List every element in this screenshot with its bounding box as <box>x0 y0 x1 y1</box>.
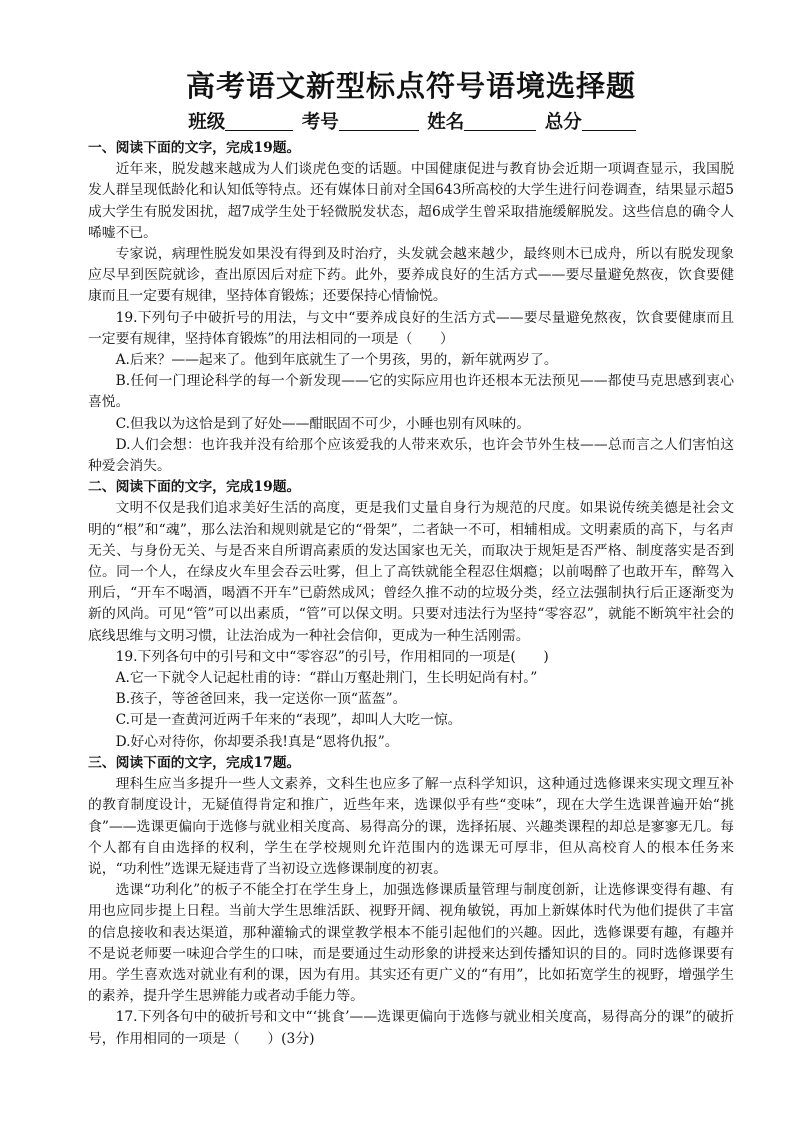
answer-option: A.后来？——起来了。他到年底就生了一个男孩，男的，新年就两岁了。 <box>115 352 558 369</box>
name-label: 姓名 <box>427 112 465 133</box>
question-stem: 19.下列句子中破折号的用法，与文中“要养成良好的生活方式——要尽量避免熬夜，饮食要健康而且一定要有规律，坚持体育锻炼”的用法相同的一项是（ ） <box>88 309 734 347</box>
name-blank[interactable] <box>464 110 536 131</box>
passage-paragraph: 近年来，脱发越来越成为人们谈虎色变的话题。中国健康促进与教育协会近期一项调查显示，我国脱发人群呈现低龄化和认知低等特点。还有媒体日前对全国643所高校的大学生进行问卷调查，结果显示超5成大学生有脱发困扰，超7成学生处于轻微脱发状态，超6成学生曾采取措施缓解脱发。这些信息的确令人唏嘘不已。 <box>88 161 734 241</box>
document-page <box>88 64 734 1050</box>
total-score-label: 总分 <box>544 112 582 133</box>
passage-paragraph: 理科生应当多提升一些人文素养，文科生也应多了解一点科学知识，这种通过选修课来实现文理互补的教育制度设计，无疑值得肯定和推广，近些年来，选课似乎有些“变味”，现在大学生选课普遍开始“挑食”——选课更偏向于选修与就业相关度高、易得高分的课，选择拓展、兴趣类课程的却总是寥寥无几。每个人都有自由选择的权利，学生在学校规则允许范围内的选课无可厚非，但从高校育人的根本任务来说，“功利性”选课无疑违背了当初设立选修课制度的初衷。 <box>88 776 734 877</box>
answer-option: C.可是一查黄河近两千年来的“表现”，却叫人大吃一惊。 <box>115 712 462 729</box>
total-score-blank[interactable] <box>582 110 636 131</box>
answer-option: D.好心对待你，你却要杀我!真是“恩将仇报”。 <box>115 733 399 750</box>
section-3 <box>88 753 734 1050</box>
page-title: 高考语文新型标点符号语境选择题 <box>185 69 636 103</box>
section-heading: 二、阅读下面的文字，完成19题。 <box>88 479 301 496</box>
passage-paragraph: 文明不仅是我们追求美好生活的高度，更是我们丈量自身行为规范的尺度。如果说传统美德是社会文明的“根”和“魂”，那么法治和规则就是它的“骨架”，二者缺一不可，相辅相成。文明素质的高下，与名声无关、与身份无关、与是否来自所谓高素质的发达国家也无关，而取决于规矩是否严格、制度落实是否到位。同一个人，在绿皮火车里会吞云吐雾，但上了高铁就能全程忍住烟瘾；以前喝醉了也敢开车，醉驾入刑后，“开车不喝酒，喝酒不开车”已蔚然成风；曾经久推不动的垃圾分类，经立法强制执行后正逐渐变为新的风尚。可见“管”可以出素质，“管”可以保文明。只要对违法行为坚持“零容忍”，就能不断筑牢社会的底线思维与文明习惯，让法治成为一种社会信仰，更成为一种生活刚需。 <box>88 500 734 644</box>
answer-option: B.任何一门理论科学的每一个新发现——它的实际应用也许还根本无法预见——都使马克思感到衷心喜悦。 <box>88 373 734 411</box>
section-heading: 一、阅读下面的文字，完成19题。 <box>88 140 301 156</box>
class-blank[interactable] <box>225 110 293 131</box>
section-1 <box>88 138 734 477</box>
question-stem: 17.下列各句中的破折号和文中“‘挑食’——选课更偏向于选修与就业相关度高，易得高分的课”的破折号，作用相同的一项是（ ）(3分) <box>88 1009 734 1047</box>
answer-option: B.孩子，等爸爸回来，我一定送你一顶“蓝盔”。 <box>115 691 407 708</box>
answer-option: A.它一下就令人记起杜甫的诗：“群山万壑赴荆门，生长明妃尚有村。” <box>115 670 538 687</box>
passage-paragraph: 选课“功利化”的板子不能全打在学生身上，加强选修课质量管理与制度创新，让选修课变得有趣、有用也应同步提上日程。当前大学生思维活跃、视野开阔、视角敏锐，再加上新媒体时代为他们提供了丰富的信息接收和表达渠道，那种灌输式的课堂教学根本不能引起他们的兴趣。因此，选修课要有趣，有趣并不是说老师要一味迎合学生的口味，而是要通过生动形象的讲授来达到传播知识的目的。同时选修课要有用。学生喜欢选对就业有利的课，因为有用。其实还有更广义的“有用”，比如拓宽学生的视野，增强学生的素养，提升学生思辨能力或者动手能力等。 <box>88 882 734 1005</box>
exam-number-blank[interactable] <box>339 110 419 131</box>
section-2 <box>88 477 734 753</box>
exam-number-label: 考号 <box>301 112 339 133</box>
answer-option: C.但我以为这恰是到了好处——酣眠固不可少，小睡也别有风味的。 <box>115 415 531 432</box>
section-heading: 三、阅读下面的文字，完成17题。 <box>88 754 301 771</box>
answer-option: D.人们会想：也许我并没有给那个应该爱我的人带来欢乐，也许会节外生枝——总而言之人们害怕这种爱会消失。 <box>88 436 734 475</box>
passage-paragraph: 专家说，病理性脱发如果没有得到及时治疗，头发就会越来越少，最终则木已成舟，所以有脱发现象应尽早到医院就诊，查出原因后对症下药。此外，要养成良好的生活方式——要尽量避免熬夜，饮食要健康而且一定要有规律，坚持体育锻炼；还要保持心情愉悦。 <box>88 246 734 305</box>
question-stem: 19.下列各句中的引号和文中“零容忍”的引号，作用相同的一项是( ) <box>115 648 549 665</box>
class-label: 班级 <box>188 112 226 133</box>
student-info-line <box>88 108 734 138</box>
